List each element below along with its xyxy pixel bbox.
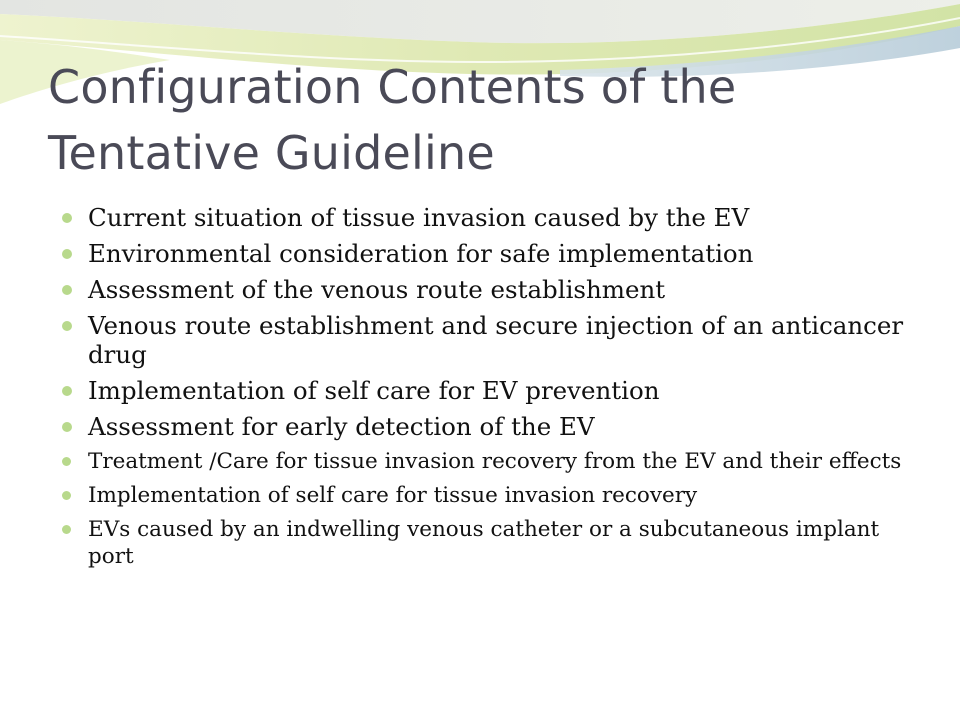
bullet-item — [62, 516, 922, 570]
bullet-text: Implementation of self care for tissue invasion recovery — [88, 483, 698, 508]
bullet-dot-icon — [62, 321, 72, 331]
bullet-dot-icon — [62, 491, 71, 500]
bullet-dot-icon — [62, 386, 72, 396]
bullet-text: Environmental consideration for safe implementation — [88, 239, 754, 268]
bullet-item — [62, 203, 922, 232]
bullet-item — [62, 239, 922, 268]
slide-title: Configuration Contents of the Tentative Guideline — [48, 60, 737, 180]
bullet-item — [62, 311, 922, 369]
bullet-text: Assessment of the venous route establishment — [88, 275, 666, 304]
bullet-text: Implementation of self care for EV prevention — [88, 376, 660, 405]
bullet-item — [62, 448, 922, 475]
bullet-item — [62, 275, 922, 304]
bullet-list — [62, 203, 922, 577]
bullet-dot-icon — [62, 525, 71, 534]
bullet-text: Treatment /Care for tissue invasion recovery from the EV and their effects — [88, 449, 902, 474]
bullet-dot-icon — [62, 249, 72, 259]
bullet-dot-icon — [62, 213, 72, 223]
bullet-text: Current situation of tissue invasion caused by the EV — [88, 203, 750, 232]
bullet-text: Assessment for early detection of the EV — [88, 412, 595, 441]
bullet-text: Venous route establishment and secure injection of an anticancer drug — [88, 311, 904, 369]
bullet-dot-icon — [62, 422, 72, 432]
bullet-dot-icon — [62, 457, 71, 466]
bullet-item — [62, 412, 922, 441]
bullet-item — [62, 376, 922, 405]
bullet-item — [62, 482, 922, 509]
bullet-dot-icon — [62, 285, 72, 295]
bullet-text: EVs caused by an indwelling venous catheter or a subcutaneous implant port — [88, 517, 880, 569]
